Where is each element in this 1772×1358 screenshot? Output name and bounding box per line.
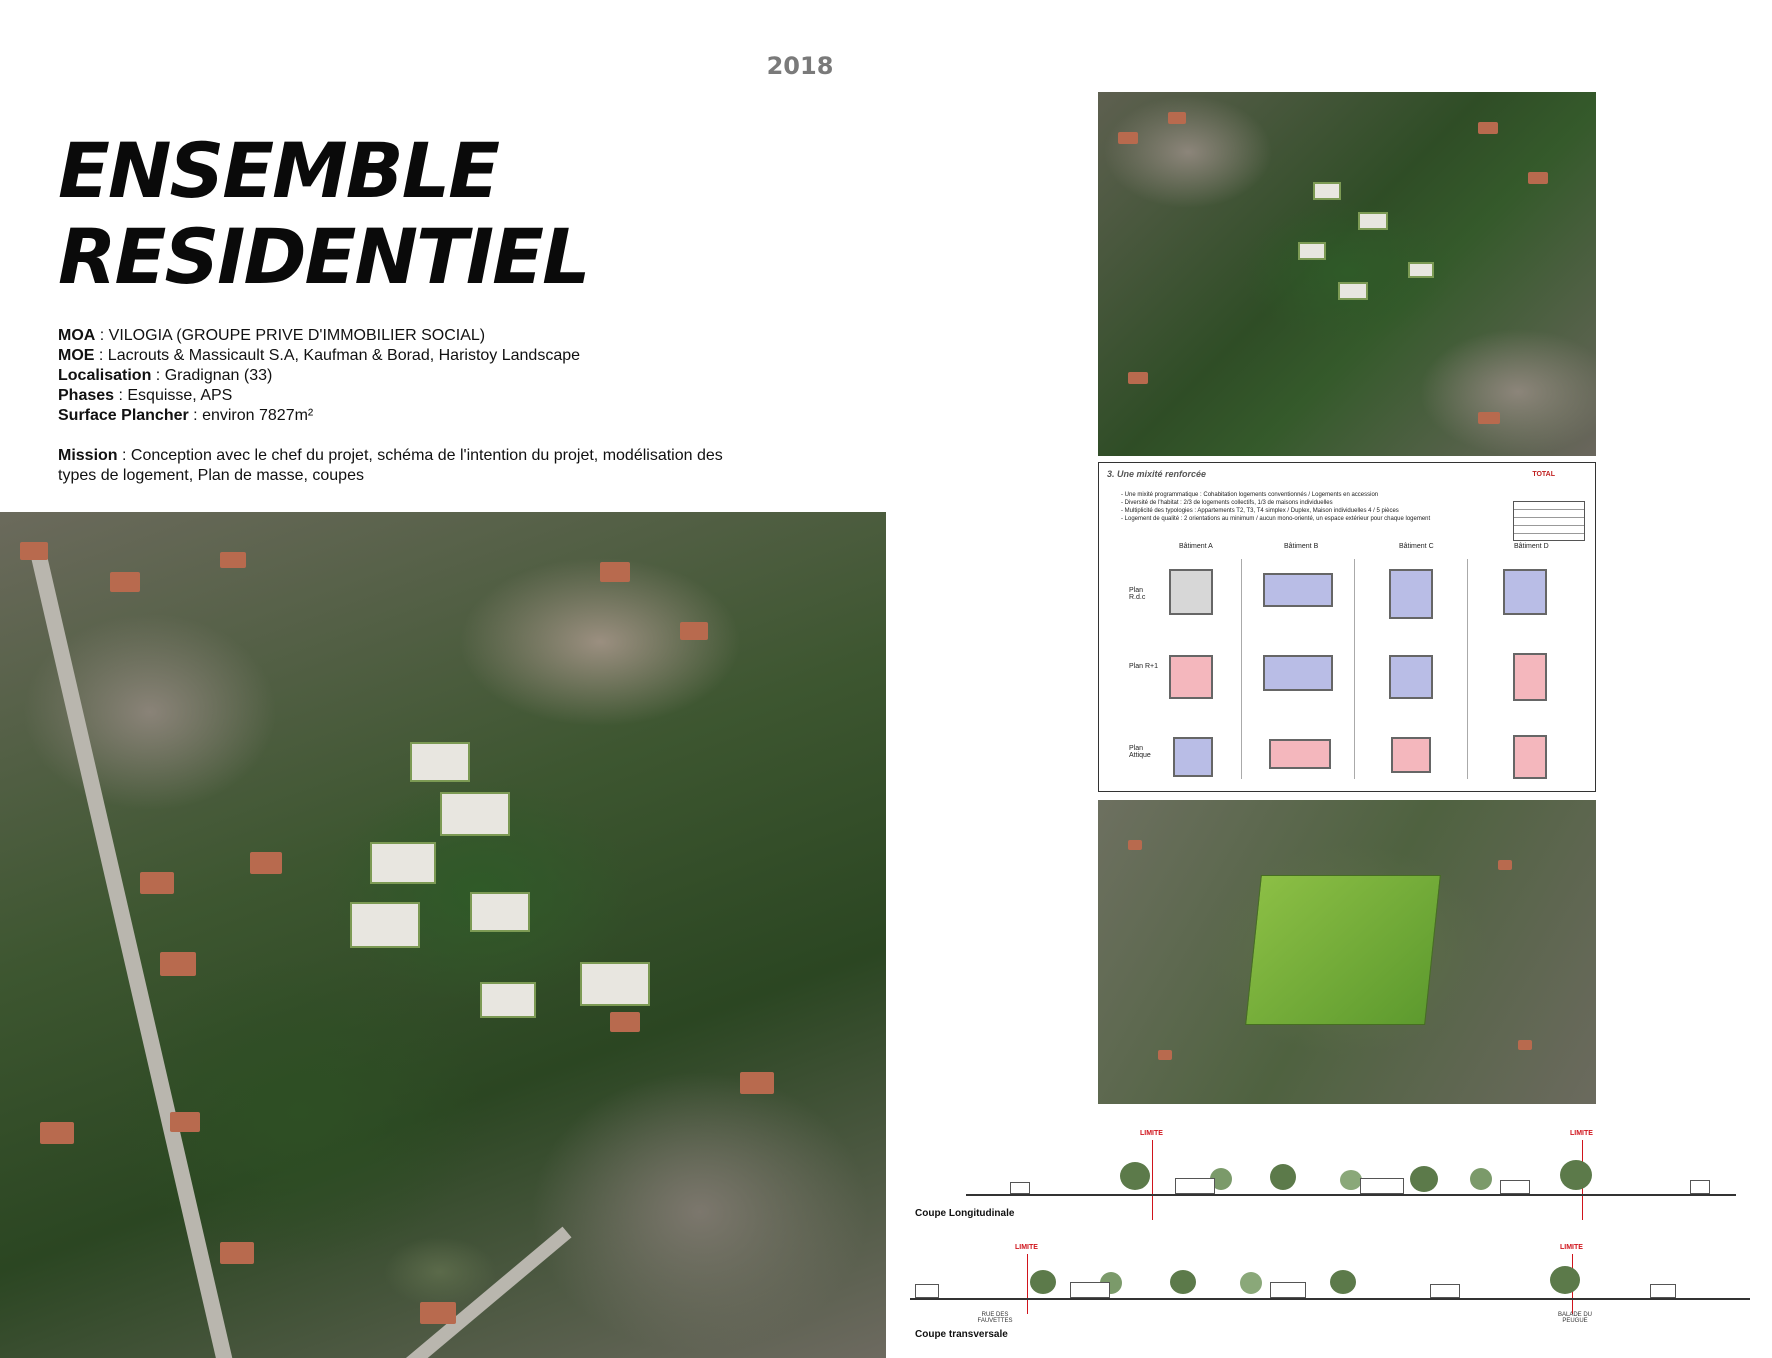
sections-panel <box>910 1120 1760 1345</box>
info-moa: MOA : VILOGIA (GROUPE PRIVE D'IMMOBILIER SOCIAL) <box>58 327 486 344</box>
aerial-render-main <box>0 512 886 1358</box>
limit-label-trans-left: LIMITE <box>1015 1244 1038 1251</box>
caption-coupe-longitudinale: Coupe Longitudinale <box>915 1208 1015 1219</box>
plans-title: 3. Une mixité renforcée <box>1107 469 1207 479</box>
year-label: 2018 <box>766 52 834 80</box>
typology-plans-board <box>1098 462 1596 792</box>
plans-row-r1: Plan R+1 <box>1129 663 1158 670</box>
plans-bullets: - Une mixité programmatique : Cohabitation logements conventionnés / Logements en accession - Diversité de l'habitat : 2/3 de logements collectifs, 1/3 de maisons individuelles - Multiplicité des typologies : Appartements T2, T3, T4 simplex / Duplex, Maison individuelles 4 / 5 pièces - Logement de qualité : 2 orientations au minimum / aucun mono-orienté, un espace extérieur pour chaque logement <box>1121 492 1431 522</box>
info-localisation: Localisation : Gradignan (33) <box>58 367 273 384</box>
plans-total-table <box>1513 501 1585 541</box>
title-line-2: RESIDENTIEL <box>58 212 589 301</box>
info-surface: Surface Plancher : environ 7827m² <box>58 407 314 424</box>
plans-column-c: Bâtiment C <box>1399 543 1434 550</box>
label-rue-des-fauvettes: RUE DES FAUVETTES <box>977 1312 1013 1324</box>
plans-total-label: TOTAL <box>1532 471 1555 478</box>
aerial-render-top <box>1098 92 1596 456</box>
project-info <box>58 326 758 486</box>
label-balade-du-peugue: BALADE DU PEUGUE <box>1557 1312 1592 1324</box>
info-moe: MOE : Lacrouts & Massicault S.A, Kaufman & Borad, Haristoy Landscape <box>58 347 581 364</box>
masterplan-aerial <box>1098 800 1596 1104</box>
info-phases: Phases : Esquisse, APS <box>58 387 233 404</box>
title-line-1: ENSEMBLE <box>58 126 499 215</box>
masterplan-site <box>1245 875 1441 1025</box>
plans-row-attique: Plan Attique <box>1129 745 1151 759</box>
limit-label-long-right: LIMITE <box>1570 1130 1593 1137</box>
plans-column-d: Bâtiment D <box>1514 543 1549 550</box>
plans-row-rdc: Plan R.d.c <box>1129 587 1146 601</box>
plans-column-a: Bâtiment A <box>1179 543 1213 550</box>
info-mission: Mission : Conception avec le chef du projet, schéma de l'intention du projet, modélisation des types de logement, Plan de masse, coupes <box>58 447 723 484</box>
caption-coupe-transversale: Coupe transversale <box>915 1329 1008 1340</box>
limit-label-trans-right: LIMITE <box>1560 1244 1583 1251</box>
limit-label-long-left: LIMITE <box>1140 1130 1163 1137</box>
project-title <box>58 128 589 300</box>
plans-column-b: Bâtiment B <box>1284 543 1319 550</box>
